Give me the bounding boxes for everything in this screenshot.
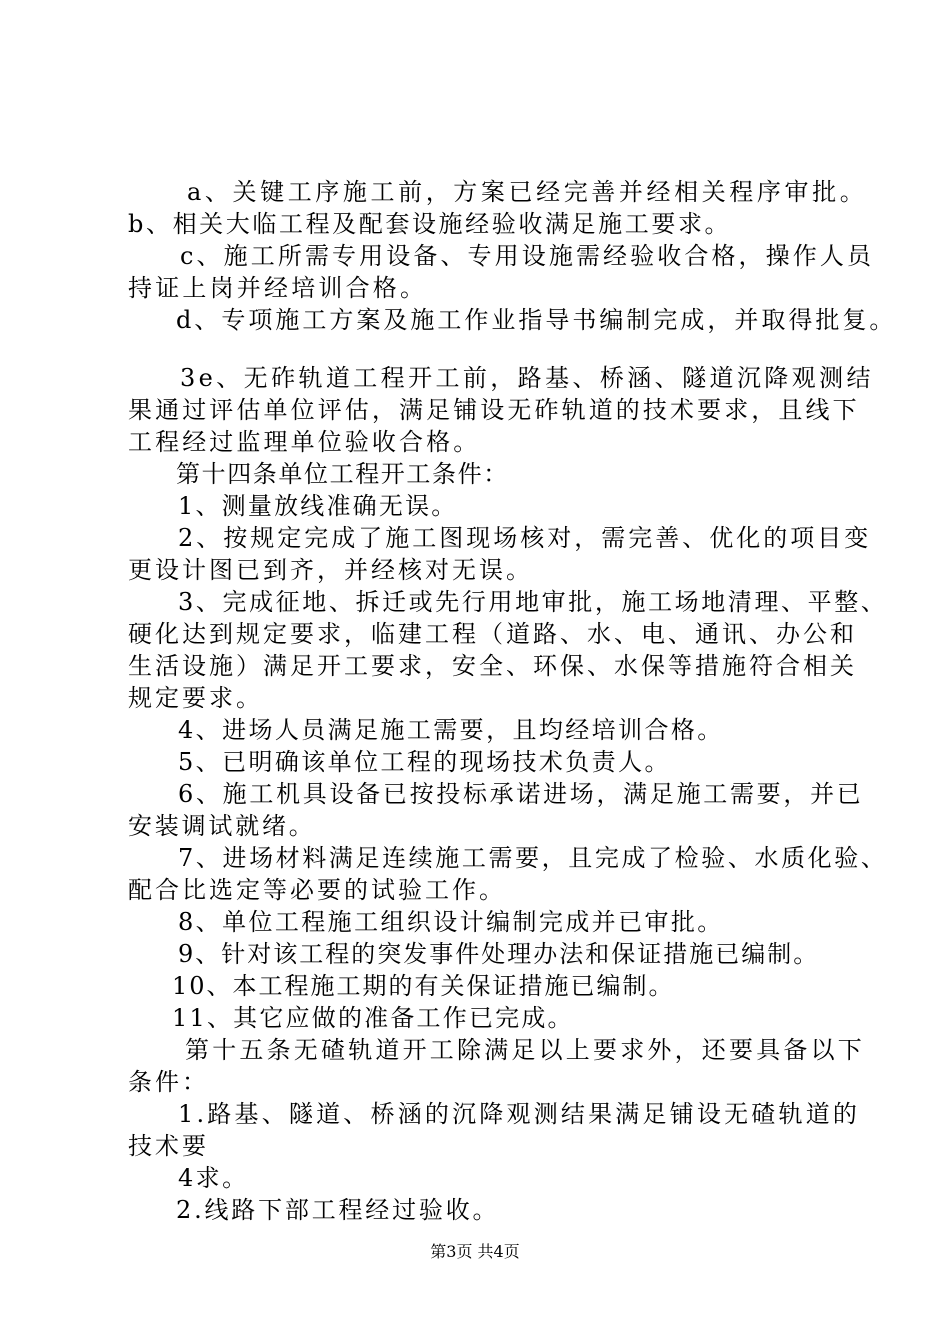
text-line: a、关键工序施工前，方案已经完善并经相关程序审批。 [187,178,868,206]
text-line: d、专项施工方案及施工作业指导书编制完成，并取得批复。 [176,306,897,334]
text-line: 工程经过监理单位验收合格。 [128,428,481,456]
text-line: 规定要求。 [128,684,263,712]
text-line: 7、进场材料满足连续施工需要，且完成了检验、水质化验、 [178,844,888,872]
text-line: 安装调试就绪。 [128,812,316,840]
text-line: 更设计图已到齐，并经核对无误。 [128,556,533,584]
text-line: 6、施工机具设备已按投标承诺进场，满足施工需要，并已 [178,780,864,808]
text-line: 2、按规定完成了施工图现场核对，需完善、优化的项目变 [178,524,872,552]
text-line: 第十五条无碴轨道开工除满足以上要求外，还要具备以下 [185,1036,865,1064]
text-line: 技术要 [128,1132,209,1160]
text-line: b、相关大临工程及配套设施经验收满足施工要求。 [128,210,732,238]
text-line: 持证上岗并经培训合格。 [128,274,428,302]
text-line: 11、其它应做的准备工作已完成。 [172,1004,574,1032]
text-line: 3、完成征地、拆迁或先行用地审批，施工场地清理、平整、 [178,588,888,616]
text-line: 5、已明确该单位工程的现场技术负责人。 [178,748,671,776]
text-line: 条件： [128,1068,209,1096]
text-line: 硬化达到规定要求，临建工程（道路、水、电、通讯、办公和 [128,620,857,648]
text-line: 生活设施）满足开工要求，安全、环保、水保等措施符合相关 [128,652,857,680]
text-line: 2.线路下部工程经过验收。 [176,1196,500,1224]
text-line: 3e、无砟轨道工程开工前，路基、桥涵、隧道沉降观测结 [180,364,874,392]
text-line: 第十四条单位工程开工条件： [176,460,509,488]
text-line: 4求。 [178,1164,249,1192]
text-line: 8、单位工程施工组织设计编制完成并已审批。 [178,908,724,936]
text-line: 1、测量放线准确无误。 [178,492,458,520]
text-line: c、施工所需专用设备、专用设施需经验收合格，操作人员 [180,242,875,270]
page-number-footer: 第3页 共4页 [430,1242,520,1261]
text-line: 果通过评估单位评估，满足铺设无砟轨道的技术要求，且线下 [128,396,860,424]
text-line: 配合比选定等必要的试验工作。 [128,876,506,904]
text-line: 10、本工程施工期的有关保证措施已编制。 [172,972,675,1000]
text-line: 9、针对该工程的突发事件处理办法和保证措施已编制。 [178,940,820,968]
text-line: 4、进场人员满足施工需要，且均经培训合格。 [178,716,724,744]
text-line: 1.路基、隧道、桥涵的沉降观测结果满足铺设无碴轨道的 [178,1100,861,1128]
